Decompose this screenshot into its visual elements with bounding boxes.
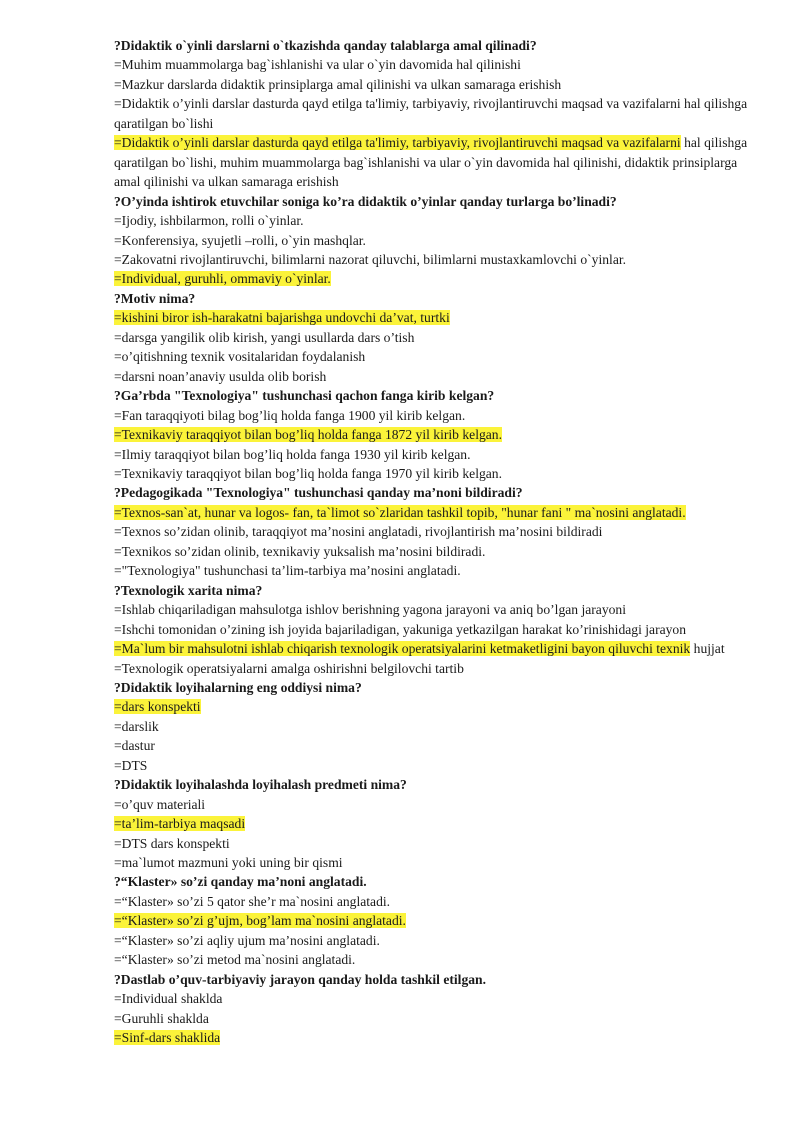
answer-option bbox=[114, 600, 750, 619]
question-block bbox=[114, 775, 750, 872]
answer-text: =dastur bbox=[114, 738, 155, 754]
answer-text: =Guruhli shaklda bbox=[114, 1010, 209, 1026]
answer-option-correct bbox=[114, 911, 750, 930]
answer-option bbox=[114, 561, 750, 580]
question-text: ?Didaktik loyihalarning eng oddiysi nima? bbox=[114, 679, 362, 695]
answer-option bbox=[114, 989, 750, 1008]
answer-option bbox=[114, 1009, 750, 1028]
answer-text: =Didaktik o’yinli darslar dasturda qayd etilga ta'limiy, tarbiyaviy, rivojlantiruvchi maqsad va vazifalarni bbox=[114, 135, 681, 151]
answer-text: =Individual, guruhli, ommaviy o`yinlar. bbox=[114, 271, 331, 287]
answer-option bbox=[114, 522, 750, 541]
answer-text: =Texnos so’zidan olinib, taraqqiyot ma’nosini anglatadi, rivojlantirish ma’nosini bildiradi bbox=[114, 524, 603, 540]
answer-option-correct bbox=[114, 697, 750, 716]
answer-text: =Mazkur darslarda didaktik prinsiplarga amal qilinishi va ulkan samaraga erishish bbox=[114, 76, 562, 92]
answer-text: =ma`lumot mazmuni yoki uning bir qismi bbox=[114, 855, 343, 871]
answer-option bbox=[114, 406, 750, 425]
answer-option bbox=[114, 464, 750, 483]
answer-option bbox=[114, 211, 750, 230]
answer-text: =Didaktik o’yinli darslar dasturda qayd etilga ta'limiy, tarbiyaviy, rivojlantiruvchi maqsad va vazifalarni hal qilishga qaratilgan bo`lishi bbox=[114, 96, 748, 131]
answer-text: =Zakovatni rivojlantiruvchi, bilimlarni nazorat qiluvchi, bilimlarni mustaxkamlovchi o`yinlar. bbox=[114, 251, 627, 267]
answer-text: =darsni noan’anaviy usulda olib borish bbox=[114, 368, 327, 384]
answer-text: ="Texnologiya" tushunchasi ta’lim-tarbiya ma’nosini anglatadi. bbox=[114, 563, 461, 579]
answer-text: =Ilmiy taraqqiyot bilan bog’liq holda fanga 1930 yil kirib kelgan. bbox=[114, 446, 471, 462]
answer-option bbox=[114, 756, 750, 775]
answer-text: =o’qitishning texnik vositalaridan foydalanish bbox=[114, 349, 366, 365]
answer-option-correct bbox=[114, 133, 750, 191]
question-text: ?Pedagogikada "Texnologiya" tushunchasi qanday ma’noni bildiradi? bbox=[114, 485, 523, 501]
answer-text: =Ishlab chiqariladigan mahsulotga ishlov berishning yagona jarayoni va aniq bo’lgan jarayoni bbox=[114, 602, 627, 618]
answer-option bbox=[114, 620, 750, 639]
answer-text: =Ijodiy, ishbilarmon, rolli o`yinlar. bbox=[114, 213, 304, 229]
question-block bbox=[114, 872, 750, 969]
question-text: ?Dastlab o’quv-tarbiyaviy jarayon qanday holda tashkil etilgan. bbox=[114, 971, 487, 987]
answer-text: =Individual shaklda bbox=[114, 991, 223, 1007]
answer-text: =“Klaster» so’zi g’ujm, bog’lam ma`nosini anglatadi. bbox=[114, 913, 406, 929]
answer-text: =Sinf-dars shaklida bbox=[114, 1030, 221, 1046]
answer-option bbox=[114, 328, 750, 347]
answer-option-correct bbox=[114, 425, 750, 444]
answer-option bbox=[114, 75, 750, 94]
answer-option bbox=[114, 736, 750, 755]
answer-option-correct bbox=[114, 308, 750, 327]
question-block bbox=[114, 581, 750, 678]
question-text: ?Didaktik o`yinli darslarni o`tkazishda qanday talablarga amal qilinadi? bbox=[114, 38, 537, 53]
question-block bbox=[114, 970, 750, 1048]
answer-option bbox=[114, 892, 750, 911]
question-block bbox=[114, 678, 750, 775]
answer-option bbox=[114, 55, 750, 74]
question-block bbox=[114, 192, 750, 289]
answer-option-correct bbox=[114, 639, 750, 658]
answer-continuation: hal qilishga qaratilgan bo`lishi, muhim muammolarga bag`ishlanishi va ular o`yin davomida hal qilinishi, didaktik prinsiplarga amal qilinishi va ulkan samaraga erishish bbox=[114, 135, 748, 190]
answer-option bbox=[114, 94, 750, 133]
answer-text: =Ishchi tomonidan o’zining ish joyida bajariladigan, yakuniga yetkazilgan harakat ko’rinishidagi jarayon bbox=[114, 621, 687, 637]
question-text: ?Ga’rbda "Texnologiya" tushunchasi qachon fanga kirib kelgan? bbox=[114, 388, 495, 404]
answer-text: =Fan taraqqiyoti bilag bog’liq holda fanga 1900 yil kirib kelgan. bbox=[114, 407, 466, 423]
answer-text: =“Klaster» so’zi aqliy ujum ma’nosini anglatadi. bbox=[114, 932, 380, 948]
answer-option bbox=[114, 659, 750, 678]
question-text: ?O’yinda ishtirok etuvchilar soniga ko’ra didaktik o’yinlar qanday turlarga bo’linadi? bbox=[114, 193, 617, 209]
answer-text: =Konferensiya, syujetli –rolli, o`yin mashqlar. bbox=[114, 232, 366, 248]
answer-option bbox=[114, 795, 750, 814]
answer-option bbox=[114, 950, 750, 969]
answer-text: =“Klaster» so’zi metod ma`nosini anglatadi. bbox=[114, 952, 356, 968]
question-text: ?“Klaster» so’zi qanday ma’noni anglatadi. bbox=[114, 874, 367, 890]
question-text: ?Texnologik xarita nima? bbox=[114, 582, 263, 598]
answer-text: =ta’lim-tarbiya maqsadi bbox=[114, 816, 246, 832]
answer-text: =Ma`lum bir mahsulotni ishlab chiqarish texnologik operatsiyalarini ketmaketligini bayon qiluvchi texnik bbox=[114, 641, 691, 657]
answer-option bbox=[114, 853, 750, 872]
answer-text: =Texnos-san`at, hunar va logos- fan, ta`limot so`zlaridan tashkil topib, "hunar fani " ma`nosini anglatadi. bbox=[114, 504, 686, 520]
answer-text: =Texnikaviy taraqqiyot bilan bog’liq holda fanga 1872 yil kirib kelgan. bbox=[114, 427, 503, 443]
question-block bbox=[114, 289, 750, 386]
answer-option bbox=[114, 717, 750, 736]
answer-text: =darsga yangilik olib kirish, yangi usullarda dars o’tish bbox=[114, 329, 415, 345]
answer-option-correct bbox=[114, 1028, 750, 1047]
answer-text: =Texnikaviy taraqqiyot bilan bog’liq holda fanga 1970 yil kirib kelgan. bbox=[114, 465, 503, 481]
answer-option bbox=[114, 445, 750, 464]
answer-option bbox=[114, 367, 750, 386]
answer-text: =dars konspekti bbox=[114, 699, 201, 715]
answer-text: =o’quv materiali bbox=[114, 796, 206, 812]
answer-text: =Muhim muammolarga bag`ishlanishi va ular o`yin davomida hal qilinishi bbox=[114, 57, 521, 73]
answer-option bbox=[114, 542, 750, 561]
answer-text: =“Klaster» so’zi 5 qator she’r ma`nosini anglatadi. bbox=[114, 893, 391, 909]
answer-continuation: hujjat bbox=[693, 641, 725, 657]
answer-text: =darslik bbox=[114, 718, 159, 734]
question-text: ?Motiv nima? bbox=[114, 290, 196, 306]
question-text: ?Didaktik loyihalashda loyihalash predmeti nima? bbox=[114, 777, 407, 793]
question-block bbox=[114, 386, 750, 483]
answer-option bbox=[114, 931, 750, 950]
answer-option-correct bbox=[114, 814, 750, 833]
answer-text: =DTS bbox=[114, 757, 148, 773]
answer-option bbox=[114, 231, 750, 250]
answer-text: =Texnikos so’zidan olinib, texnikaviy yuksalish ma’nosini bildiradi. bbox=[114, 543, 486, 559]
answer-option bbox=[114, 250, 750, 269]
answer-option bbox=[114, 347, 750, 366]
question-block bbox=[114, 36, 750, 192]
answer-option-correct bbox=[114, 503, 750, 522]
answer-text: =Texnologik operatsiyalarni amalga oshirishni belgilovchi tartib bbox=[114, 660, 464, 676]
answer-text: =kishini biror ish-harakatni bajarishga undovchi da’vat, turtki bbox=[114, 310, 450, 326]
question-block bbox=[114, 483, 750, 580]
answer-option bbox=[114, 834, 750, 853]
answer-text: =DTS dars konspekti bbox=[114, 835, 230, 851]
answer-option-correct bbox=[114, 269, 750, 288]
